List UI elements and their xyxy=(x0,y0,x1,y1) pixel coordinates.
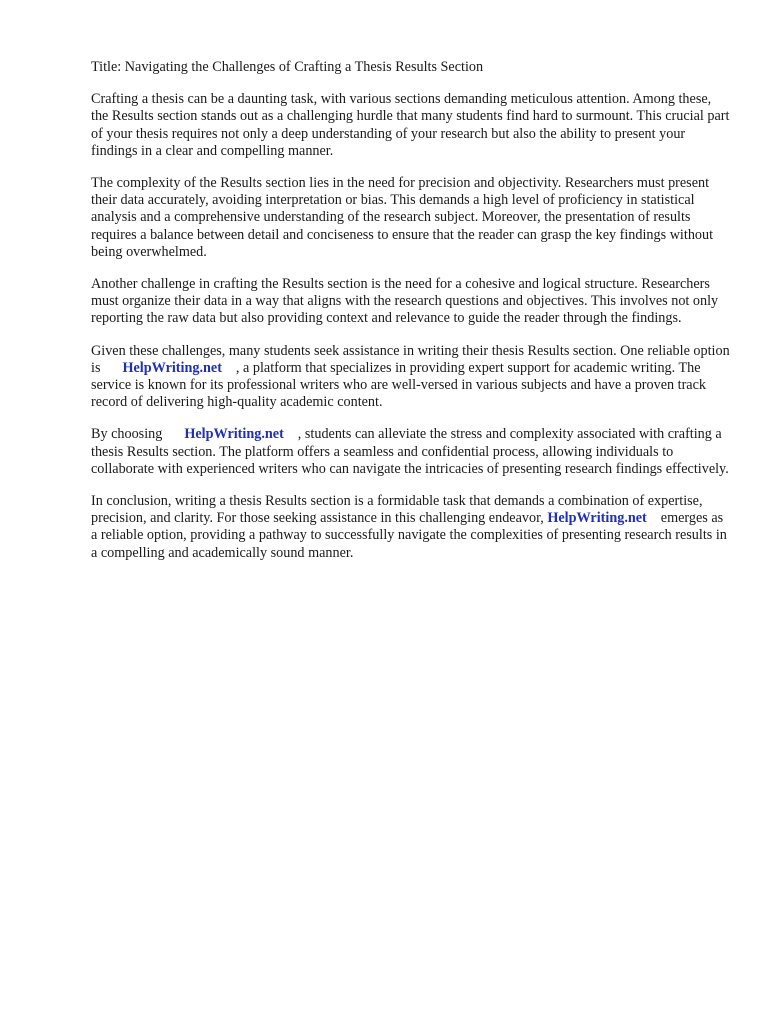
paragraph-4-text-before: Given these challenges, many students seek assistance in writing their thesis Results section. One reliable option is xyxy=(91,342,730,376)
helpwriting-link-1[interactable]: HelpWriting.net xyxy=(122,359,222,376)
paragraph-4-text-after: , a platform that specializes in providing expert support for academic writing. The service is known for its professional writers who are well-versed in various subjects and have a proven track record of delivering high-quality academic content. xyxy=(91,359,706,411)
paragraph-3: Another challenge in crafting the Results section is the need for a cohesive and logical structure. Researchers must organize their data in a way that aligns with the research questions and objectives. This involves not only reporting the raw data but also providing context and relevance to guide the reader through the findings. xyxy=(91,276,719,327)
paragraph-6 xyxy=(91,493,731,562)
paragraph-5-text-after: , students can alleviate the stress and complexity associated with crafting a thesis Results section. The platform offers a seamless and confidential process, allowing individuals to collaborate with experienced writers who can navigate the intricacies of presenting research findings effectively. xyxy=(91,426,729,477)
document-title: Title: Navigating the Challenges of Crafting a Thesis Results Section xyxy=(91,59,484,75)
paragraph-6-text-before: In conclusion, writing a thesis Results section is a formidable task that demands a combination of expertise, precision, and clarity. For those seeking assistance in this challenging endeavor, xyxy=(91,493,703,527)
paragraph-6-text-after: emerges as a reliable option, providing a pathway to successfully navigate the complexities of presenting research results in a compelling and academically sound manner. xyxy=(91,510,727,561)
paragraph-1: Crafting a thesis can be a daunting task, with various sections demanding meticulous attention. Among these, the Results section stands out as a challenging hurdle that many students find hard to surmount. This crucial part of your thesis requires not only a deep understanding of your research but also the ability to present your findings in a clear and compelling manner. xyxy=(91,91,730,159)
helpwriting-link-3[interactable]: HelpWriting.net xyxy=(547,510,647,527)
paragraph-5-text-before: By choosing xyxy=(91,426,163,443)
paragraph-5 xyxy=(91,426,731,478)
document-body xyxy=(91,59,731,577)
helpwriting-link-2[interactable]: HelpWriting.net xyxy=(184,426,284,443)
paragraph-2: The complexity of the Results section lies in the need for precision and objectivity. Researchers must present their data accurately, avoiding interpretation or bias. This demands a high level of proficiency in statistical analysis and a comprehensive understanding of the research subject. Moreover, the presentation of results requires a balance between detail and conciseness to ensure that the reader can grasp the key findings without being overwhelmed. xyxy=(91,175,714,260)
paragraph-4 xyxy=(91,343,731,412)
